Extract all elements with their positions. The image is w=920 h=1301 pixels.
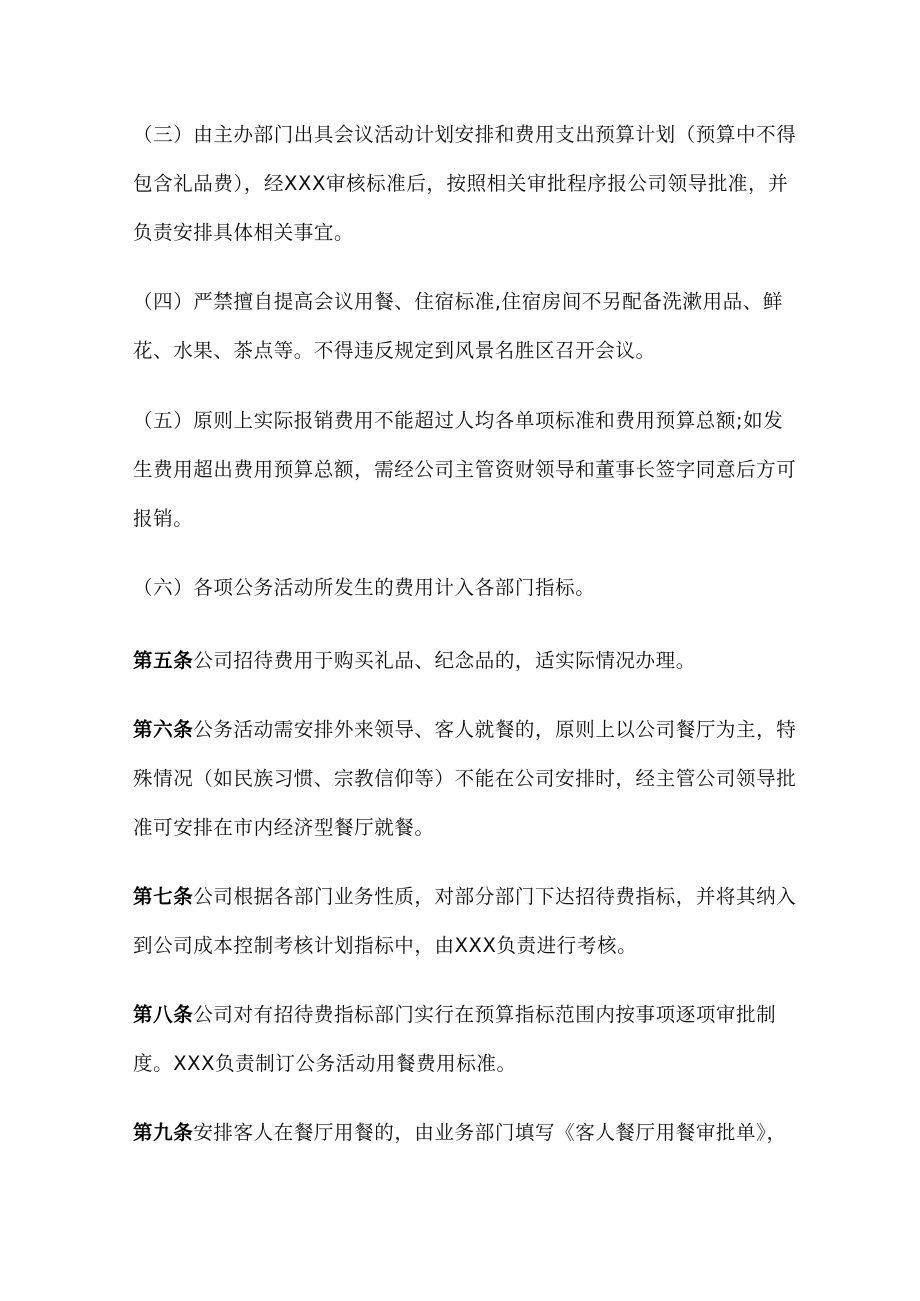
article-5-number: 第五条 (133, 649, 194, 672)
article-9-text: 安排客人在餐厅用餐的，由业务部门填写《客人餐厅用餐审批单》， (193, 1121, 787, 1144)
article-5-text: 公司招待费用于购买礼品、纪念品的，适实际情况办理。 (193, 649, 696, 672)
article-8-paragraph (133, 990, 798, 1088)
article-7-number: 第七条 (133, 885, 194, 908)
clause-6-paragraph (133, 563, 798, 612)
article-6-text: 公务活动需安排外来领导、客人就餐的，原则上以公司餐厅为主，特殊情况（如民族习惯、宗教信仰等）不能在公司安排时，经主管公司领导批准可安排在市内经济型餐厅就餐。 (133, 718, 797, 839)
article-9-number: 第九条 (133, 1121, 194, 1144)
clause-3-text: （三）由主办部门出具会议活动计划安排和费用支出预算计划（预算中不得包含礼品费），经XXX审核标准后，按照相关审批程序报公司领导批准，并负责安排具体相关事宜。 (133, 123, 797, 244)
article-9-paragraph (133, 1108, 798, 1157)
article-7-paragraph (133, 872, 798, 970)
article-8-number: 第八条 (133, 1003, 194, 1026)
clause-6-text: （六）各项公务活动所发生的费用计入各部门指标。 (133, 576, 596, 599)
article-5-paragraph (133, 636, 798, 685)
article-7-text: 公司根据各部门业务性质，对部分部门下达招待费指标，并将其纳入到公司成本控制考核计划指标中，由XXX负责进行考核。 (133, 885, 797, 957)
article-6-number: 第六条 (133, 718, 194, 741)
article-8-text: 公司对有招待费指标部门实行在预算指标范围内按事项逐项审批制度。XXX负责制订公务活动用餐费用标准。 (133, 1003, 777, 1075)
article-6-paragraph (133, 705, 798, 852)
clause-3-paragraph (133, 110, 798, 257)
clause-5-text: （五）原则上实际报销费用不能超过人均各单项标准和费用预算总额;如发生费用超出费用预算总额，需经公司主管资财领导和董事长签字同意后方可报销。 (133, 409, 797, 530)
clause-4-paragraph (133, 277, 798, 375)
clause-4-text: （四）严禁擅自提高会议用餐、住宿标准,住宿房间不另配备洗漱用品、鲜花、水果、茶点等。不得违反规定到风景名胜区召开会议。 (133, 290, 783, 362)
clause-5-paragraph (133, 396, 798, 543)
